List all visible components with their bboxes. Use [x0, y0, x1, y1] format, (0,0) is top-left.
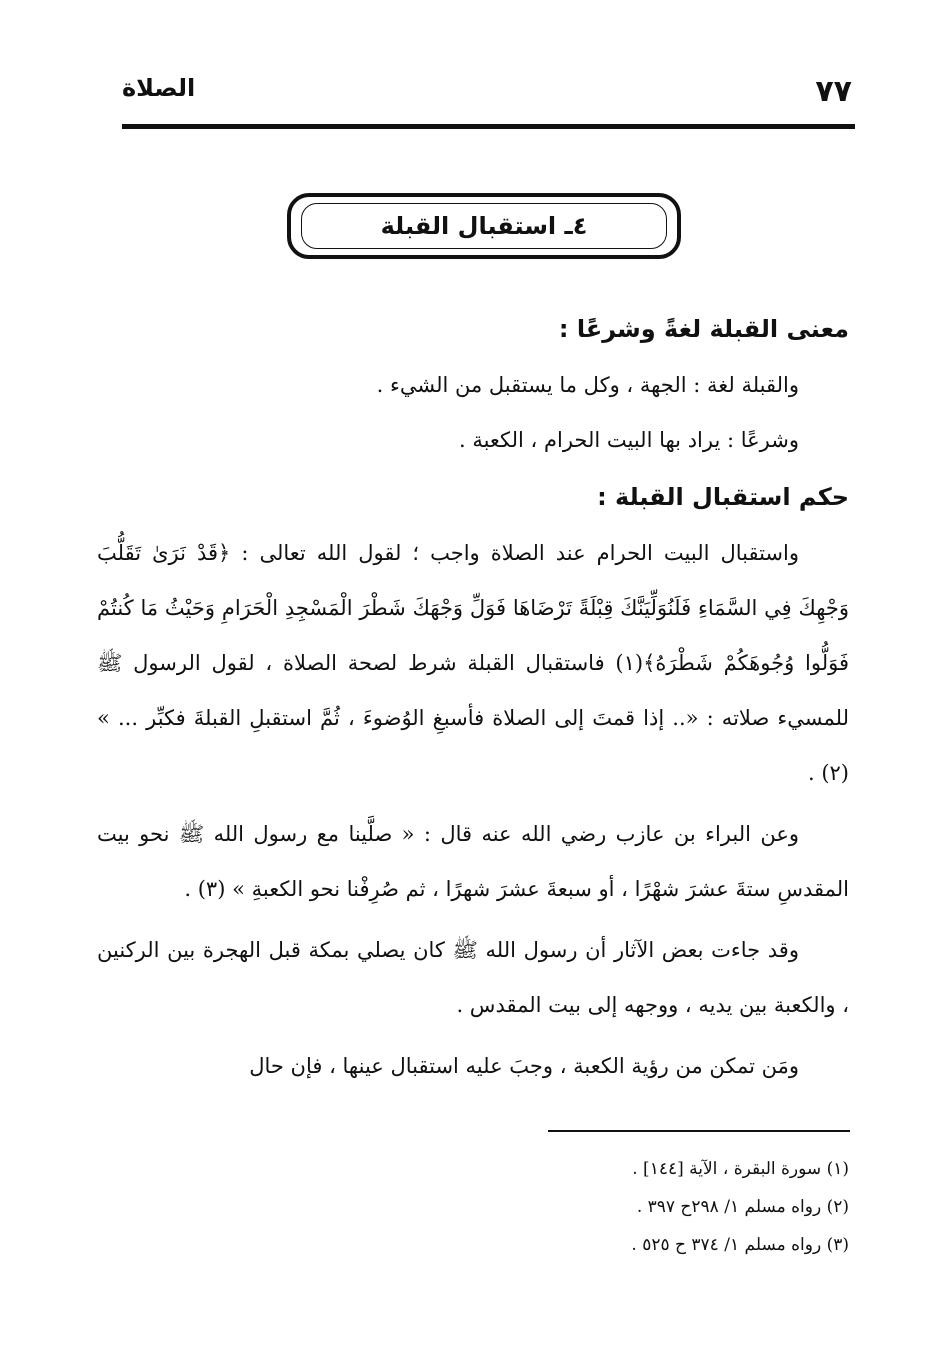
heading-meaning: معنى القبلة لغةً وشرعًا :	[558, 315, 849, 343]
footnote-rule	[548, 1130, 850, 1132]
paragraph-language-meaning: والقبلة لغة : الجهة ، وكل ما يستقبل من الشيء .	[376, 373, 799, 397]
header-rule	[122, 124, 855, 129]
section-title: ٤ـ استقبال القبلة	[380, 212, 588, 240]
page-header	[122, 74, 854, 114]
body-text	[97, 300, 849, 1094]
heading-ruling: حكم استقبال القبلة :	[597, 483, 849, 511]
paragraph-athar: وقد جاءت بعض الآثار أن رسول الله ﷺ كان يصلي بمكة قبل الهجرة بين الركنين ، والكعبة بين يديه ، ووجهه إلى بيت المقدس .	[97, 938, 849, 1017]
footnote-3: (٣) رواه مسلم ١/ ٣٧٤ ح ٥٢٥ .	[631, 1235, 849, 1255]
paragraph-ruling: واستقبال البيت الحرام عند الصلاة واجب ؛ لقول الله تعالى : ﴿قَدْ نَرَىٰ تَقَلُّبَ وَجْهِكَ فِي السَّمَاءِ فَلَنُوَلِّيَنَّكَ قِبْلَةً تَرْضَاهَا فَوَلِّ وَجْهَكَ شَطْرَ الْمَسْجِدِ الْحَرَامِ وَحَيْثُ مَا كُنتُمْ فَوَلُّوا وُجُوهَكُمْ شَطْرَهُ﴾(١) فاستقبال القبلة شرط لصحة الصلاة ، لقول الرسول ﷺ للمسيء صلاته : «.. إذا قمتَ إلى الصلاة فأسبغِ الوُضوءَ ، ثُمَّ استقبلِ القبلةَ فكبِّر ... » (٢) .	[97, 541, 849, 785]
footnotes	[400, 1150, 849, 1264]
footnote-1: (١) سورة البقرة ، الآية [١٤٤] .	[632, 1159, 849, 1179]
section-title-frame	[287, 193, 681, 259]
page-number: ٧٧	[815, 74, 852, 109]
section-title-inner-frame	[301, 203, 667, 249]
paragraph-seeing-kaaba: ومَن تمكن من رؤية الكعبة ، وجبَ عليه استقبال عينها ، فإن حال	[249, 1054, 799, 1078]
paragraph-sharia-meaning: وشرعًا : يراد بها البيت الحرام ، الكعبة .	[458, 428, 799, 452]
footnote-2: (٢) رواه مسلم ١/ ٢٩٨ح ٣٩٧ .	[636, 1197, 849, 1217]
paragraph-baraa-hadith: وعن البراء بن عازب رضي الله عنه قال : « صلَّينا مع رسول الله ﷺ نحو بيت المقدسِ ستةَ عشرَ شهْرًا ، أو سبعةَ عشرَ شهرًا ، ثم صُرِفْنا نحو الكعبةِ » (٣) .	[97, 822, 849, 901]
running-title: الصلاة	[122, 74, 196, 102]
